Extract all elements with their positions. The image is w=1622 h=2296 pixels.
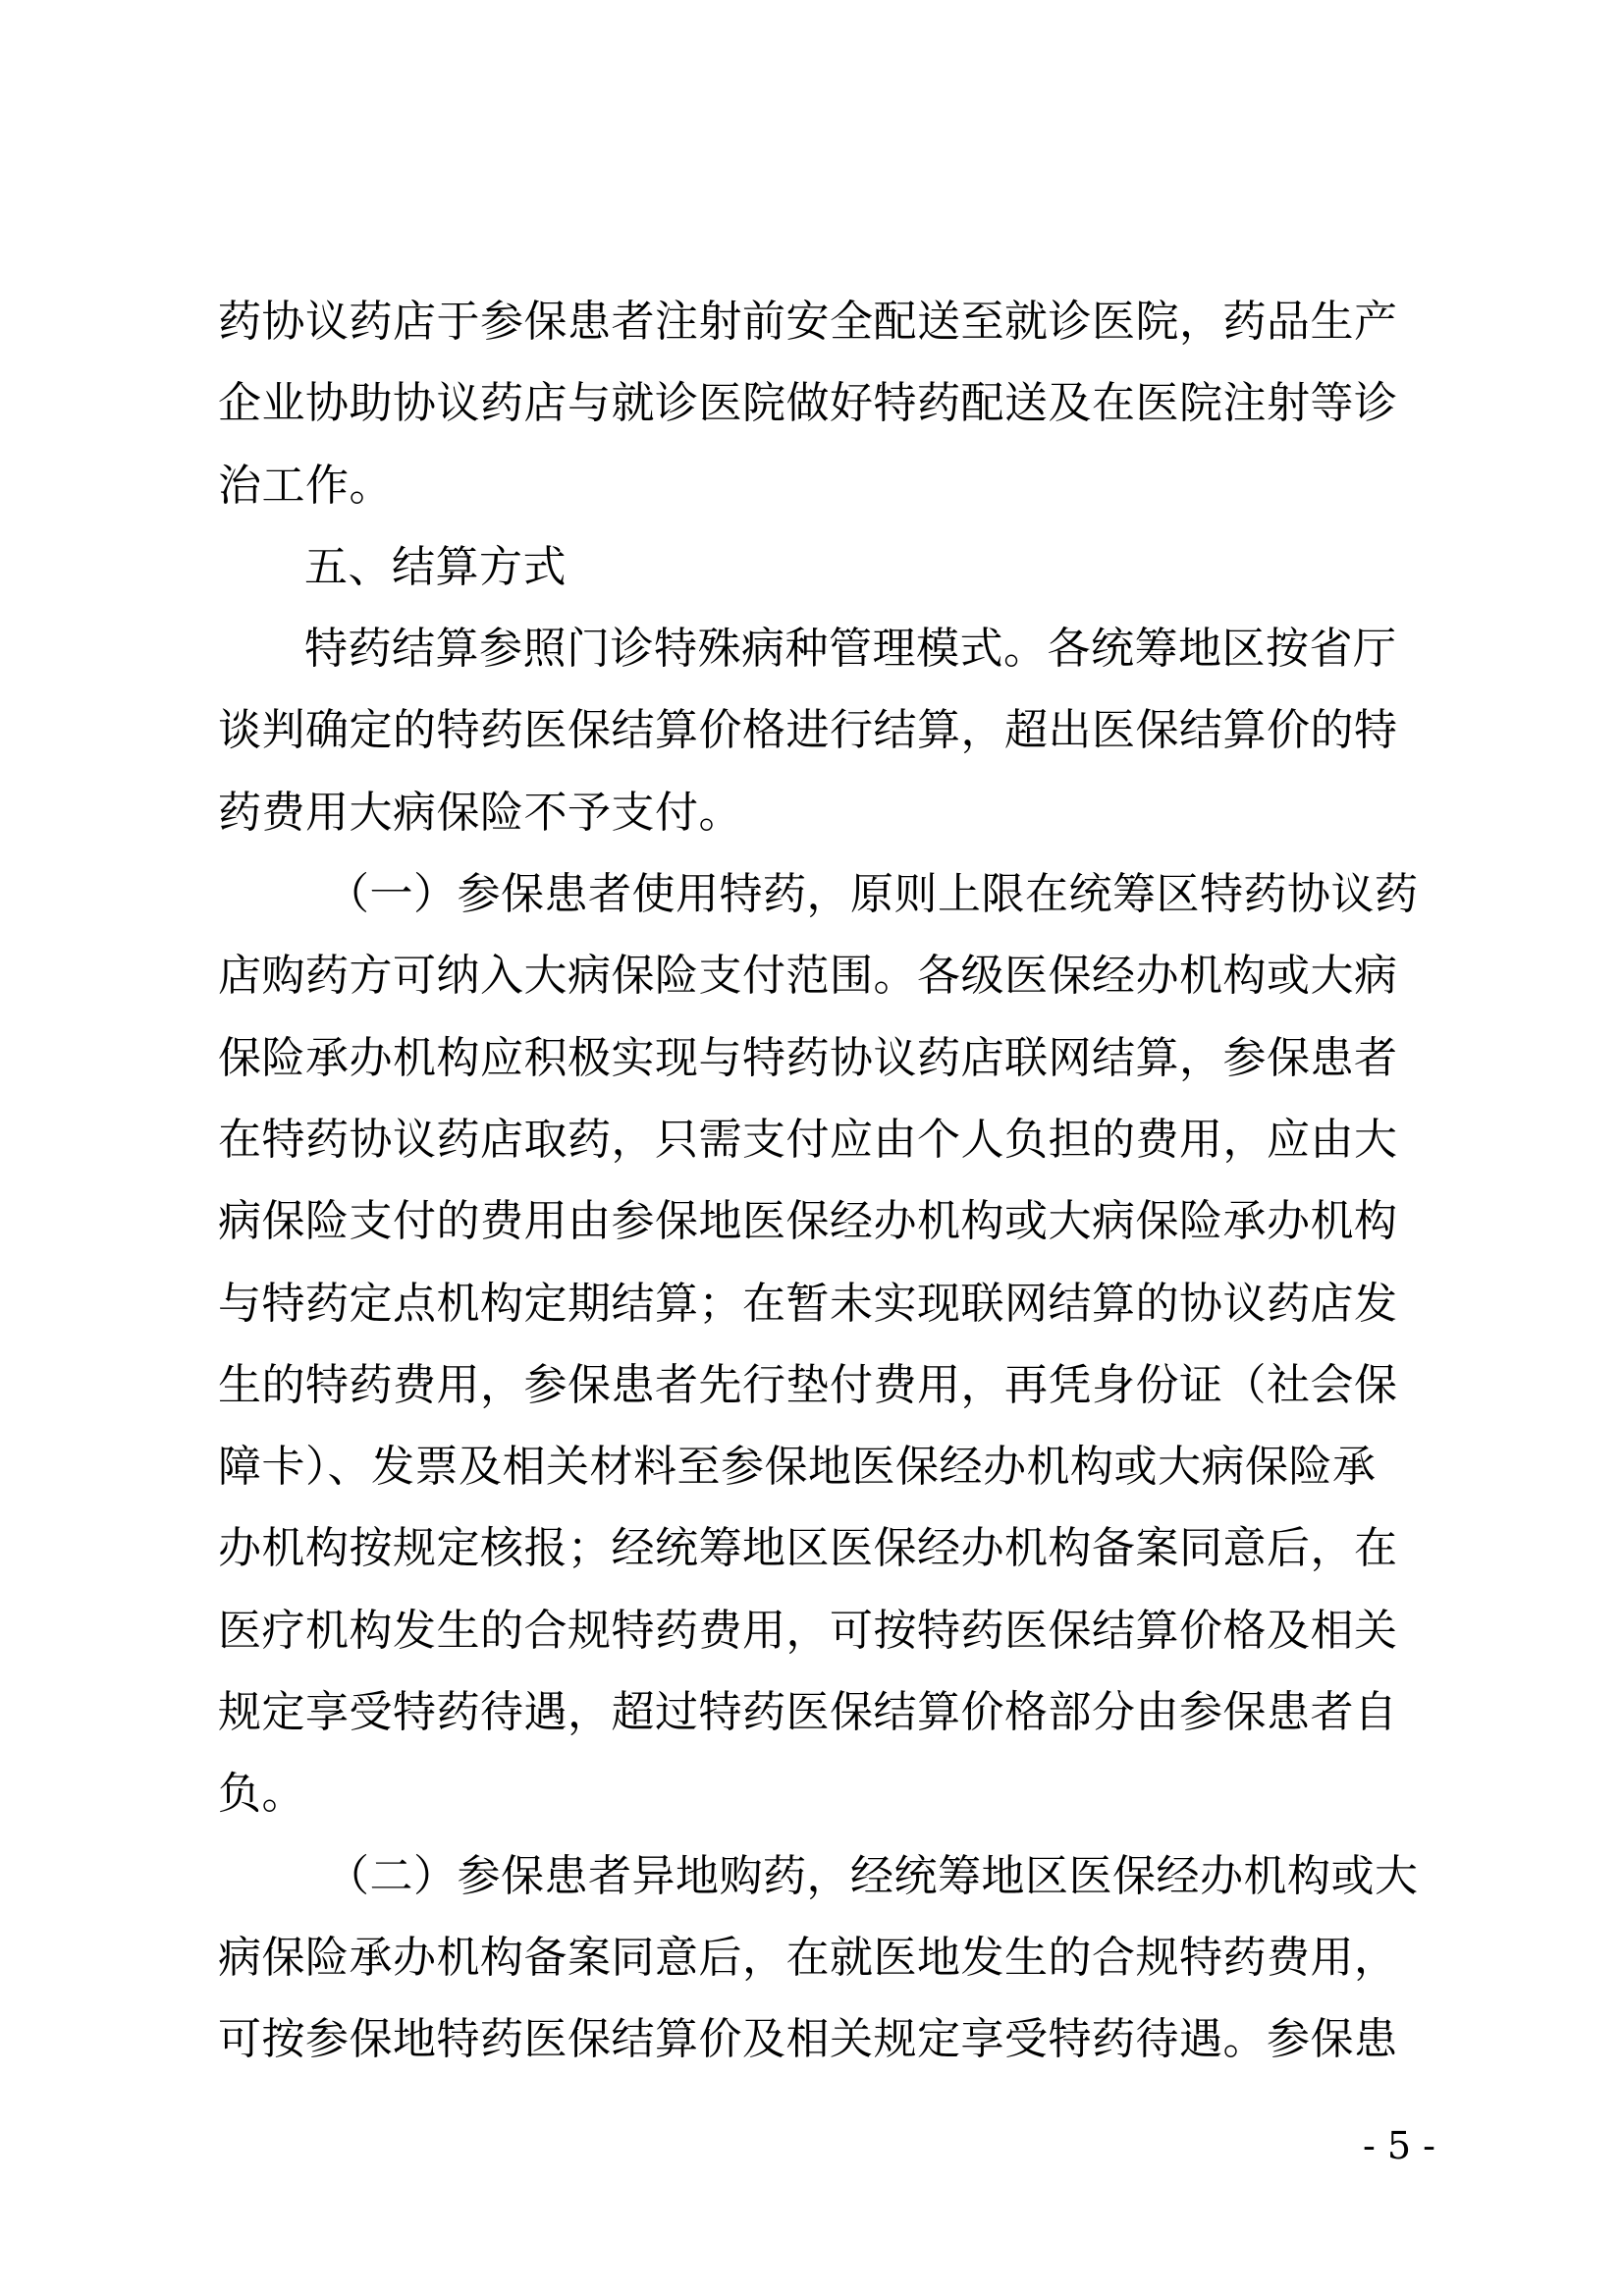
page-number: - 5 - — [1363, 2124, 1436, 2167]
text-line: 与特药定点机构定期结算；在暂未实现联网结算的协议药店发 — [218, 1278, 1398, 1329]
section-heading: 五、结算方式 — [304, 541, 567, 592]
text-line: 负。 — [218, 1769, 305, 1820]
body-text — [218, 281, 1419, 2081]
text-line: 药费用大病保险不予支付。 — [218, 787, 742, 838]
text-line: 医疗机构发生的合规特药费用，可按特药医保结算价格及相关 — [218, 1605, 1398, 1656]
text-line: 谈判确定的特药医保结算价格进行结算，超出医保结算价的特 — [218, 705, 1398, 756]
subsection-1-start: （一）参保患者使用特药，原则上限在统筹区特药协议药 — [326, 869, 1419, 920]
text-line: 障卡）、发票及相关材料至参保地医保经办机构或大病保险承 — [218, 1442, 1377, 1493]
text-line: 可按参保地特药医保结算价及相关规定享受特药待遇。参保患 — [218, 2014, 1398, 2065]
subsection-2-start: （二）参保患者异地购药，经统筹地区医保经办机构或大 — [326, 1850, 1419, 1901]
text-line: 病保险支付的费用由参保地医保经办机构或大病保险承办机构 — [218, 1196, 1398, 1247]
text-line: 企业协助协议药店与就诊医院做好特药配送及在医院注射等诊 — [218, 378, 1398, 429]
text-line: 店购药方可纳入大病保险支付范围。各级医保经办机构或大病 — [218, 951, 1398, 1002]
text-line: 病保险承办机构备案同意后，在就医地发生的合规特药费用， — [218, 1932, 1398, 1983]
text-line: 保险承办机构应积极实现与特药协议药店联网结算，参保患者 — [218, 1032, 1398, 1083]
paragraph-start: 特药结算参照门诊特殊病种管理模式。各统筹地区按省厅 — [304, 624, 1397, 675]
text-line: 办机构按规定核报；经统筹地区医保经办机构备案同意后，在 — [218, 1523, 1398, 1574]
text-line: 生的特药费用，参保患者先行垫付费用，再凭身份证（社会保 — [218, 1359, 1398, 1410]
text-line: 药协议药店于参保患者注射前安全配送至就诊医院，药品生产 — [218, 297, 1398, 347]
text-line: 治工作。 — [218, 460, 393, 511]
text-line: 规定享受特药待遇，超过特药医保结算价格部分由参保患者自 — [218, 1687, 1398, 1738]
text-line: 在特药协议药店取药，只需支付应由个人负担的费用，应由大 — [218, 1114, 1398, 1165]
